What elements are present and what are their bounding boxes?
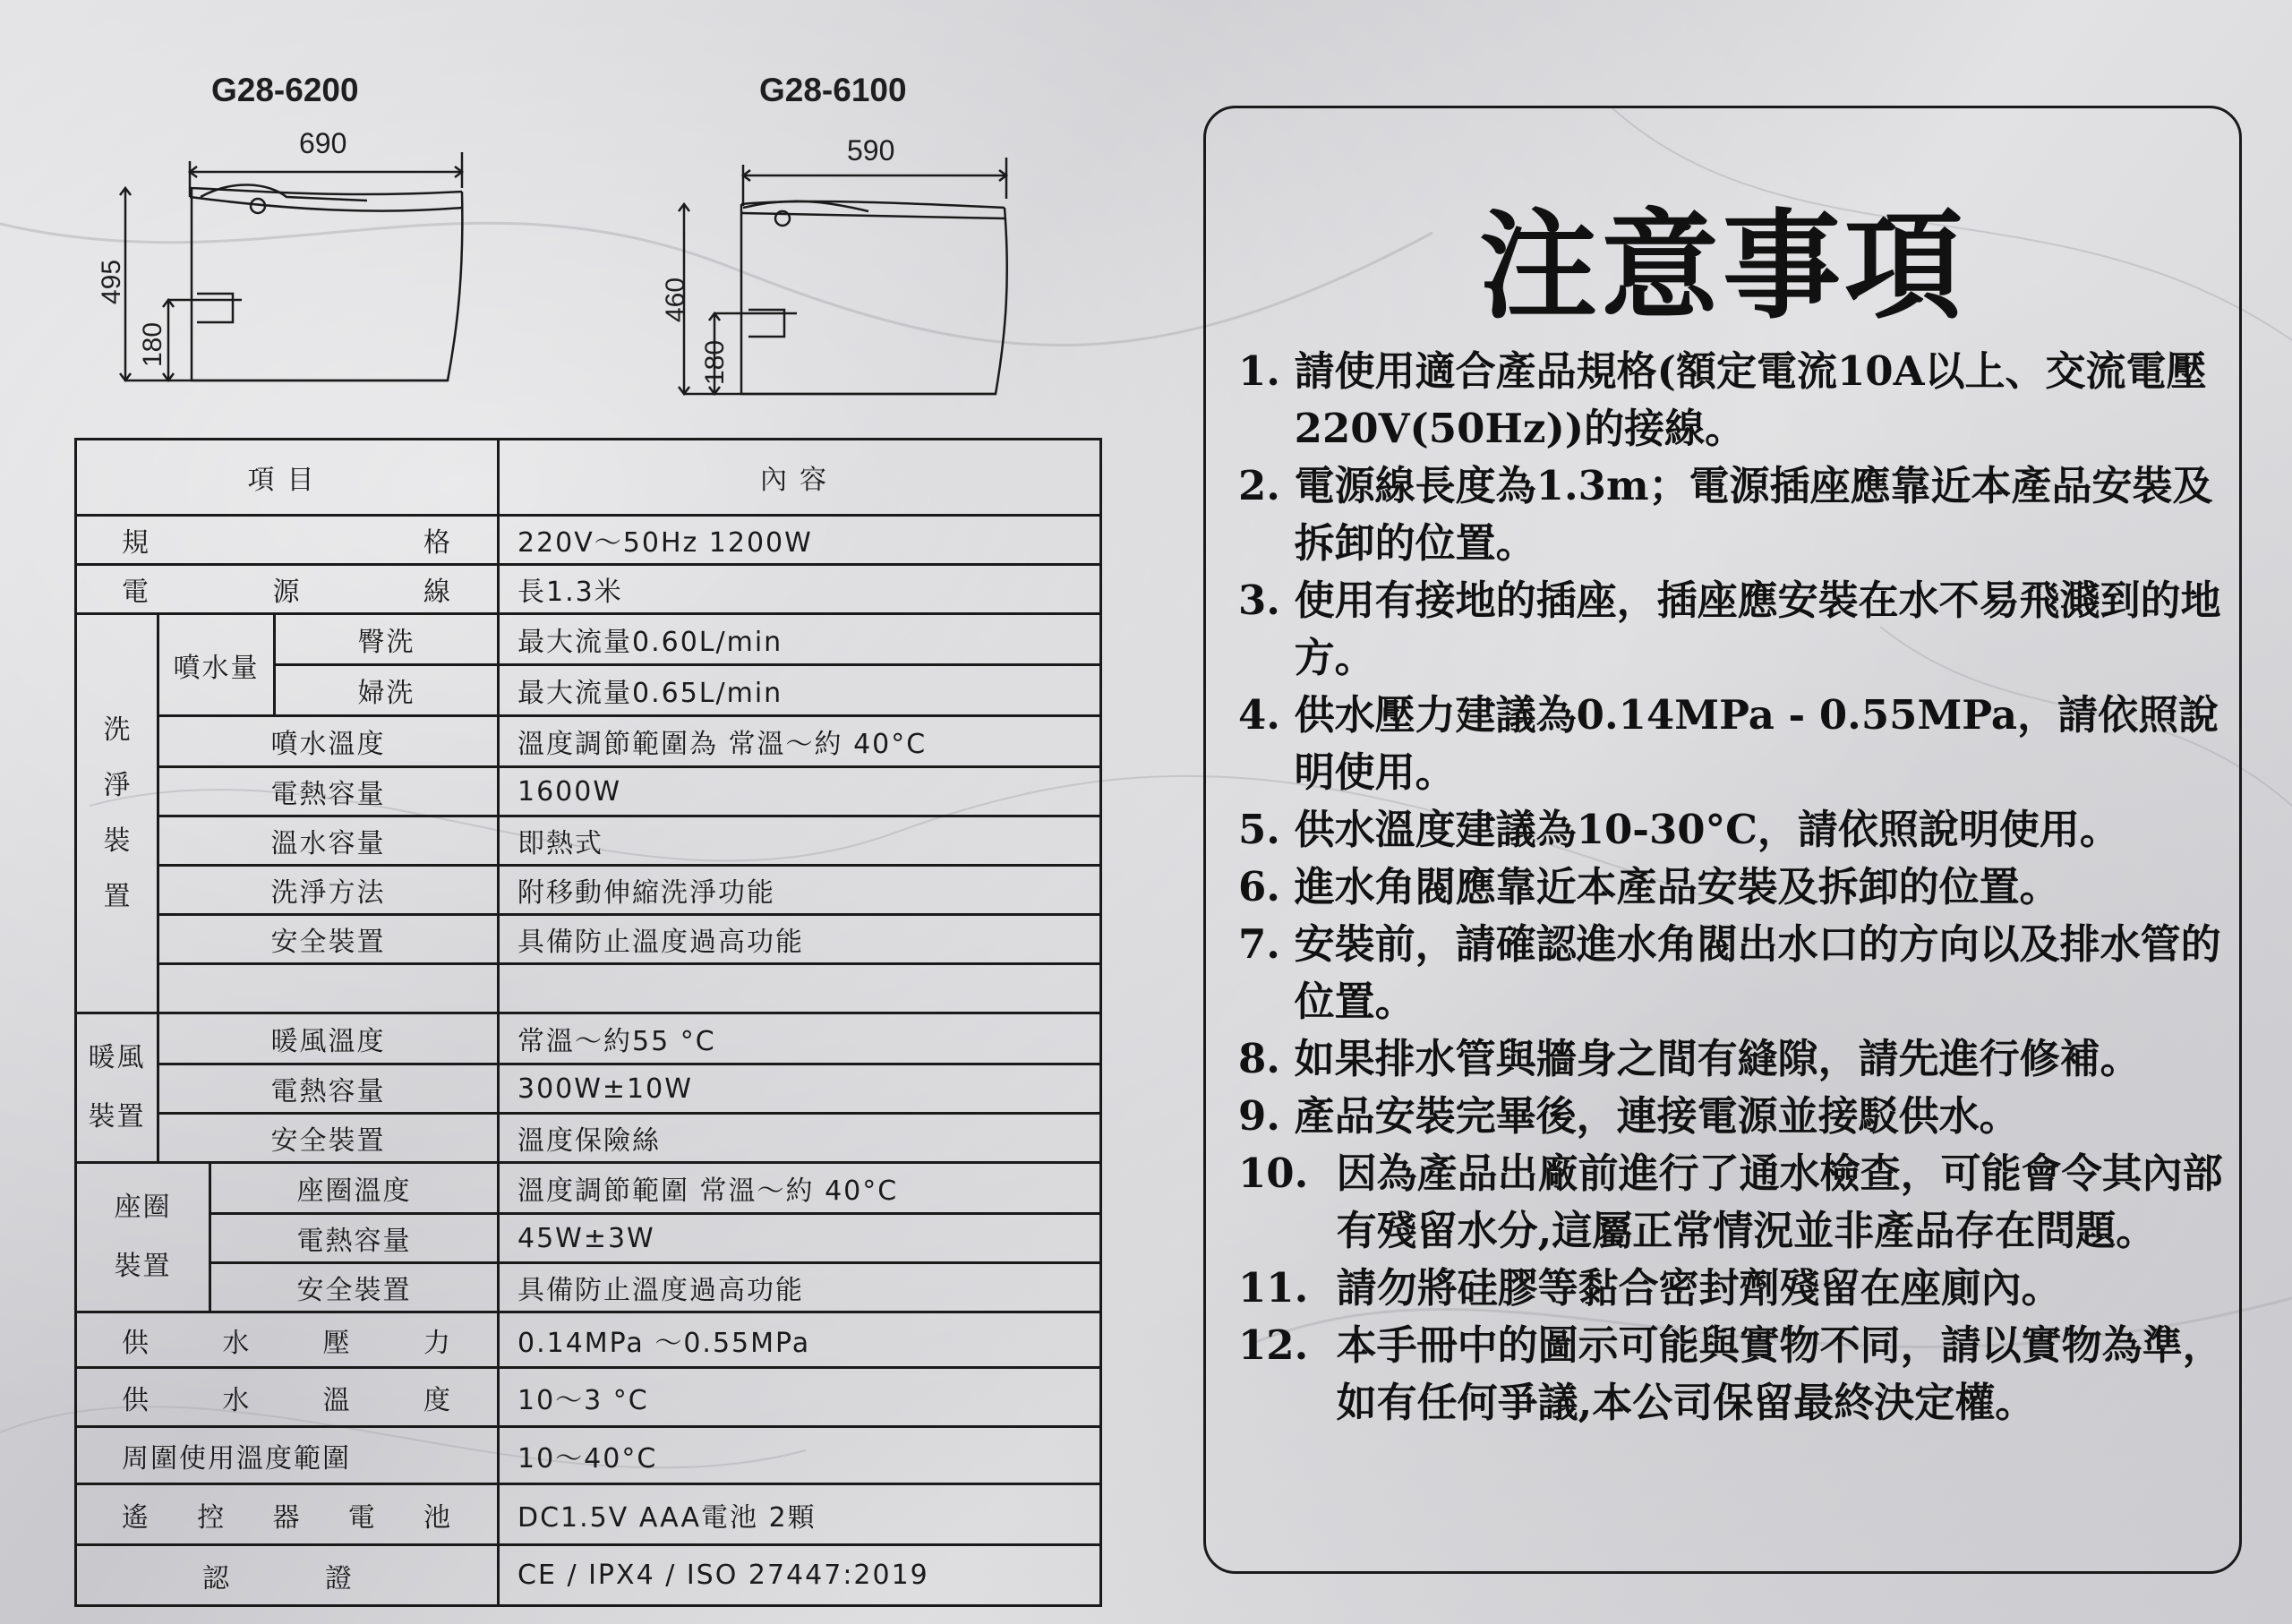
row-value-warm-cap: 即熱式 — [499, 816, 1101, 866]
row-label-spray-temp: 噴水溫度 — [158, 716, 499, 767]
row-spacer — [158, 964, 499, 1013]
note-text: 請勿將硅膠等黏合密封劑殘留在座廁內。 — [1336, 1264, 2062, 1312]
note-number: 12. — [1238, 1321, 1337, 1369]
row-value-water-pressure: 0.14MPa ～0.55MPa — [499, 1312, 1101, 1368]
row-value-seat-heat: 45W±3W — [499, 1214, 1101, 1263]
notes-panel — [1203, 106, 2242, 1574]
row-value-heat-cap: 1600W — [499, 767, 1101, 816]
row-label-heat-cap: 電熱容量 — [158, 767, 499, 816]
table-header-row — [76, 440, 1101, 516]
row-value-cord: 長1.3米 — [499, 565, 1101, 614]
row-value-wash-method: 附移動伸縮洗淨功能 — [499, 866, 1101, 915]
note-item — [1238, 343, 2223, 457]
group-label-seat: 座圈 裝置 — [76, 1163, 210, 1312]
row-value-spray-temp: 溫度調節範圍為 常溫～約 40°C — [499, 716, 1101, 767]
note-text: 如果排水管與牆身之間有縫隙，請先進行修補。 — [1294, 1035, 2141, 1082]
note-text: 請使用適合產品規格(額定電流10A以上、交流電壓220V(50Hz))的接線。 — [1294, 347, 2207, 452]
low-height-label-left: 180 — [138, 321, 168, 368]
row-label-spec: 規格 — [76, 516, 499, 565]
row-label-seat-safety: 安全裝置 — [210, 1263, 499, 1312]
row-value-seat-safety: 具備防止溫度過高功能 — [499, 1263, 1101, 1312]
table-row — [76, 516, 1101, 565]
note-item — [1238, 1145, 2223, 1260]
table-row — [76, 1368, 1101, 1427]
specification-table — [74, 438, 1102, 1607]
row-label-dryer-heat: 電熱容量 — [158, 1064, 499, 1114]
row-value-dryer-heat: 300W±10W — [499, 1064, 1101, 1114]
note-item — [1238, 1317, 2223, 1432]
height-label-left: 495 — [97, 259, 127, 305]
width-label-right: 590 — [847, 134, 895, 167]
table-row — [76, 1484, 1101, 1545]
note-item — [1238, 859, 2223, 916]
row-label-water-temp: 供水溫度 — [76, 1368, 499, 1427]
table-row — [76, 1263, 1101, 1312]
toilet-side-drawing-g28-6100 — [663, 152, 1021, 403]
group-label-dryer: 暖風 裝置 — [76, 1013, 158, 1163]
note-number: 1. — [1238, 347, 1295, 395]
row-label-fem: 婦洗 — [275, 665, 499, 716]
note-number: 2. — [1238, 462, 1295, 509]
row-value-spec: 220V～50Hz 1200W — [499, 516, 1101, 565]
table-row — [76, 1214, 1101, 1263]
group-label-spray: 噴水量 — [158, 614, 275, 716]
row-value-fem: 最大流量0.65L/min — [499, 665, 1101, 716]
table-row — [76, 1114, 1101, 1163]
group-label-wash: 洗淨裝置 — [76, 614, 158, 1013]
row-label-seat-heat: 電熱容量 — [210, 1214, 499, 1263]
row-value-cert: CE / IPX4 / ISO 27447:2019 — [499, 1545, 1101, 1606]
note-text: 安裝前，請確認進水角閥出水口的方向以及排水管的位置。 — [1294, 920, 2221, 1025]
note-number: 10. — [1238, 1150, 1337, 1197]
note-item — [1238, 801, 2223, 859]
row-value-ambient: 10～40°C — [499, 1427, 1101, 1484]
notes-list — [1238, 343, 2223, 1432]
table-row — [76, 1427, 1101, 1484]
header-content: 內容 — [499, 440, 1101, 516]
note-item — [1238, 1088, 2223, 1145]
row-spacer-value — [499, 964, 1101, 1013]
table-row — [76, 964, 1101, 1013]
note-text: 電源線長度為1.3m；電源插座應靠近本產品安裝及拆卸的位置。 — [1294, 462, 2213, 567]
row-value-safety: 具備防止溫度過高功能 — [499, 915, 1101, 964]
note-number: 3. — [1238, 577, 1295, 624]
note-text: 因為產品出廠前進行了通水檢查，可能會令其內部有殘留水分,這屬正常情況並非產品存在問題。 — [1336, 1150, 2223, 1254]
row-label-warm-cap: 溫水容量 — [158, 816, 499, 866]
note-text: 產品安裝完畢後，連接電源並接駁供水。 — [1294, 1092, 2020, 1140]
row-label-dryer-temp: 暖風溫度 — [158, 1013, 499, 1064]
row-value-dryer-safety: 溫度保險絲 — [499, 1114, 1101, 1163]
row-label-water-pressure: 供水壓力 — [76, 1312, 499, 1368]
note-item — [1238, 457, 2223, 572]
row-value-water-temp: 10～3 °C — [499, 1368, 1101, 1427]
row-value-dryer-temp: 常溫～約55 °C — [499, 1013, 1101, 1064]
note-number: 9. — [1238, 1092, 1295, 1140]
note-item — [1238, 687, 2223, 801]
table-row — [76, 767, 1101, 816]
model-title-left: G28-6200 — [211, 72, 359, 108]
table-row — [76, 866, 1101, 915]
note-number: 4. — [1238, 691, 1295, 739]
header-item: 項目 — [76, 440, 499, 516]
note-number: 7. — [1238, 920, 1295, 968]
note-number: 8. — [1238, 1035, 1295, 1082]
row-value-battery: DC1.5V AAA電池 2顆 — [499, 1484, 1101, 1545]
row-label-cord: 電源線 — [76, 565, 499, 614]
table-row — [76, 915, 1101, 964]
table-row — [76, 565, 1101, 614]
table-row — [76, 614, 1101, 665]
note-number: 5. — [1238, 806, 1295, 853]
note-item — [1238, 1030, 2223, 1088]
row-label-ambient: 周圍使用溫度範圍 — [76, 1427, 499, 1484]
row-label-dryer-safety: 安全裝置 — [158, 1114, 499, 1163]
table-row — [76, 1312, 1101, 1368]
note-item — [1238, 1260, 2223, 1317]
toilet-side-drawing-g28-6200 — [107, 143, 483, 394]
note-item — [1238, 572, 2223, 687]
notes-title: 注意事項 — [1479, 197, 1966, 336]
row-value-seat-temp: 溫度調節範圍 常溫～約 40°C — [499, 1163, 1101, 1214]
note-text: 使用有接地的插座，插座應安裝在水不易飛濺到的地方。 — [1294, 577, 2221, 681]
row-label-seat-temp: 座圈溫度 — [210, 1163, 499, 1214]
height-label-right: 460 — [661, 277, 691, 323]
note-text: 供水溫度建議為10-30°C，請依照說明使用。 — [1294, 806, 2120, 853]
table-row — [76, 1163, 1101, 1214]
row-label-safety: 安全裝置 — [158, 915, 499, 964]
note-number: 11. — [1238, 1264, 1337, 1312]
table-row — [76, 1545, 1101, 1606]
table-row — [76, 716, 1101, 767]
table-row — [76, 1064, 1101, 1114]
table-row — [76, 816, 1101, 866]
table-row — [76, 1013, 1101, 1064]
note-text: 本手冊中的圖示可能與實物不同，請以實物為準，如有任何爭議,本公司保留最終決定權。 — [1336, 1321, 2223, 1426]
row-label-cert: 認證 — [76, 1545, 499, 1606]
model-title-right: G28-6100 — [759, 72, 907, 108]
note-text: 供水壓力建議為0.14MPa - 0.55MPa，請依照說明使用。 — [1294, 691, 2219, 796]
note-text: 進水角閥應靠近本產品安裝及拆卸的位置。 — [1294, 863, 2060, 910]
note-item — [1238, 916, 2223, 1030]
row-value-rear: 最大流量0.60L/min — [499, 614, 1101, 665]
row-label-battery: 遙控器電池 — [76, 1484, 499, 1545]
low-height-label-right: 180 — [700, 339, 731, 386]
row-label-rear: 臀洗 — [275, 614, 499, 665]
row-label-wash-method: 洗淨方法 — [158, 866, 499, 915]
width-label-left: 690 — [299, 127, 347, 159]
note-number: 6. — [1238, 863, 1295, 910]
